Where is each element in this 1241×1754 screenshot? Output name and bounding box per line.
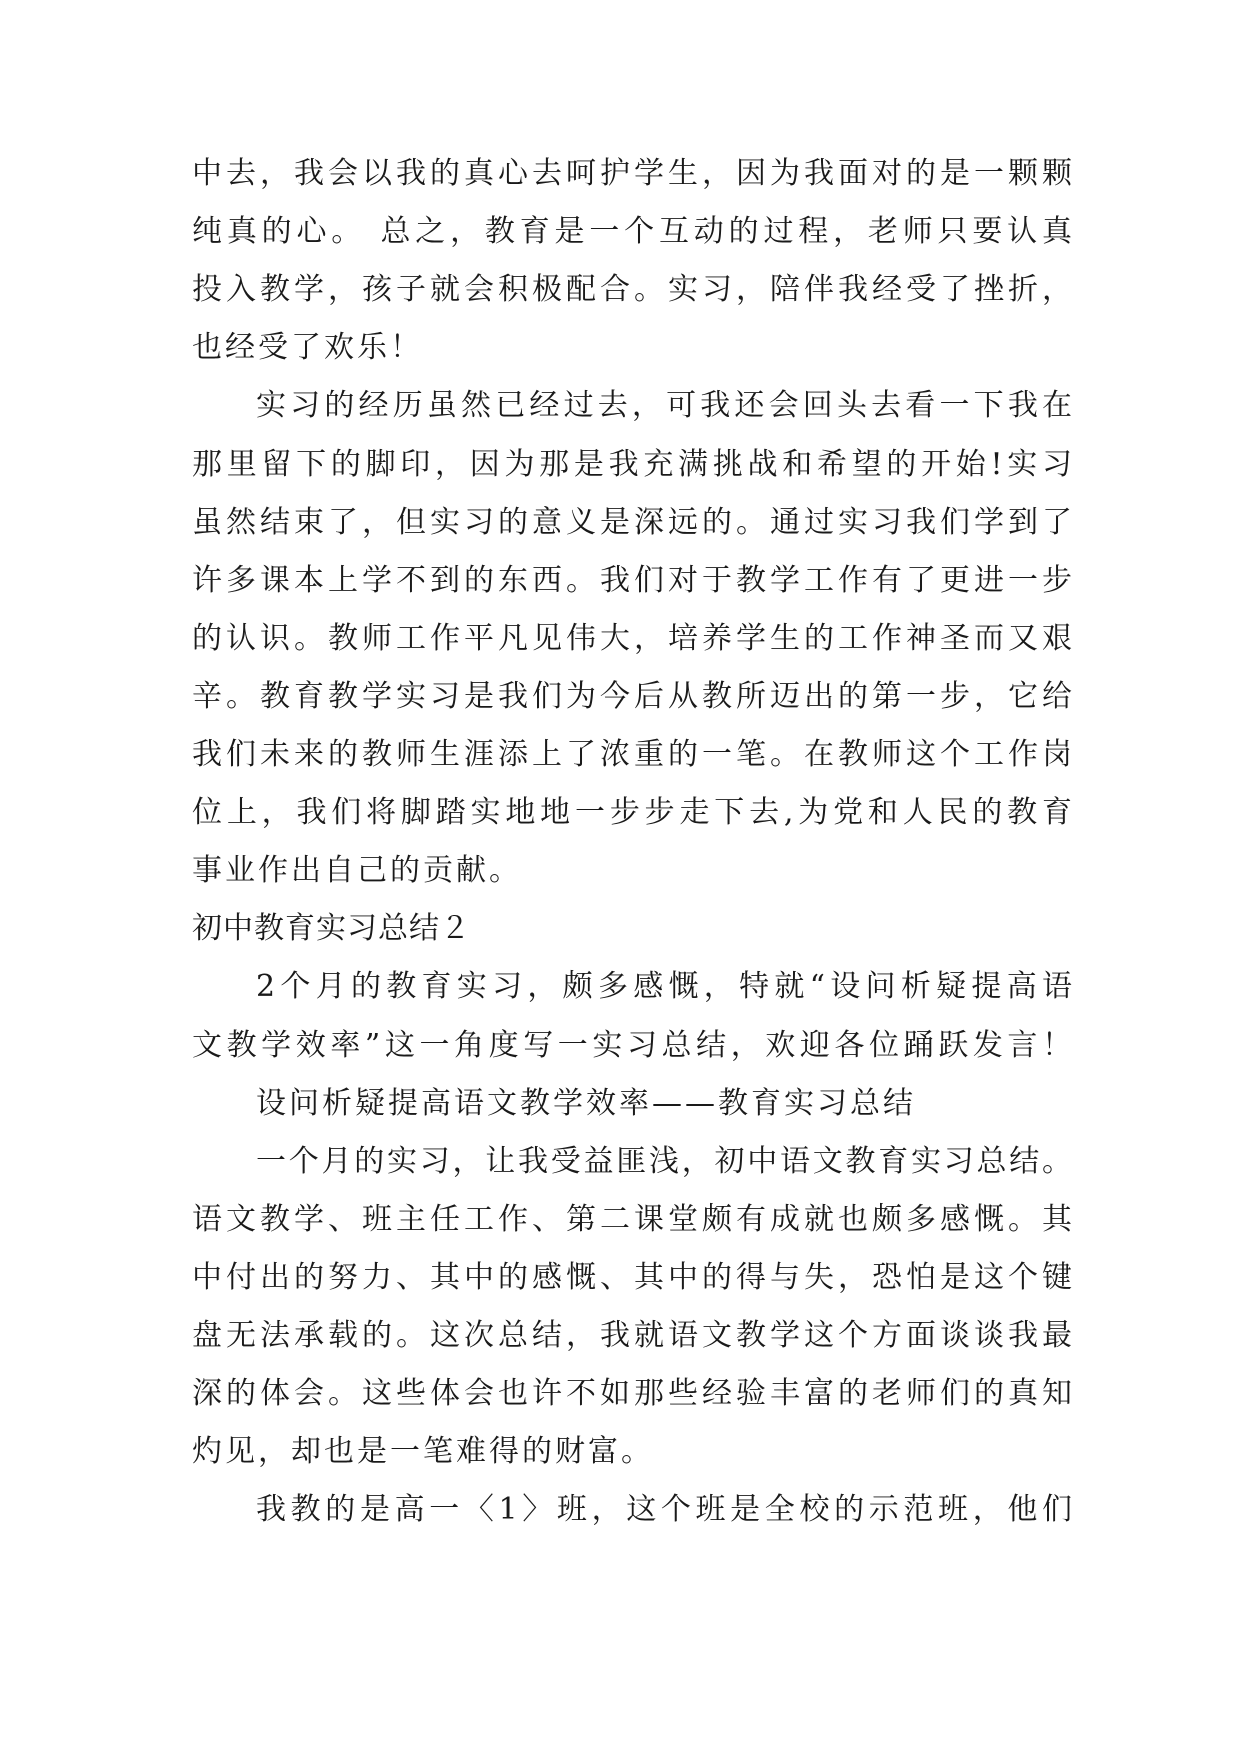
- text-line: 盘无法承载的。这次总结，我就语文教学这个方面谈谈我最: [192, 1318, 1072, 1353]
- text-line: 设问析疑提高语文教学效率——教育实习总结: [256, 1085, 916, 1121]
- text-line: 辛。教育教学实习是我们为今后从教所迈出的第一步，它给: [192, 678, 1072, 714]
- text-line: 事业作出自己的贡献。: [192, 853, 522, 889]
- text-line: 虽然结束了，但实习的意义是深远的。通过实习我们学到了: [192, 504, 1072, 540]
- text-line: 2个月的教育实习，颇多感慨，特就“设问析疑提高语: [256, 969, 1072, 1005]
- text-line: 中去，我会以我的真心去呵护学生，因为我面对的是一颗颗: [192, 156, 1072, 191]
- text-line: 文教学效率”这一角度写一实习总结，欢迎各位踊跃发言！: [192, 1027, 1072, 1063]
- section-heading: 初中教育实习总结２: [192, 911, 471, 947]
- text-line: 我教的是高一〈1〉班，这个班是全校的示范班，他们: [256, 1492, 1072, 1528]
- text-line: 投入教学，孩子就会积极配合。实习，陪伴我经受了挫折，: [192, 272, 1072, 308]
- text-line: 也经受了欢乐！: [192, 330, 423, 366]
- text-line: 深的体会。这些体会也许不如那些经验丰富的老师们的真知: [192, 1376, 1072, 1412]
- text-line: 一个月的实习，让我受益匪浅，初中语文教育实习总结。: [256, 1143, 1072, 1179]
- text-line: 许多课本上学不到的东西。我们对于教学工作有了更进一步: [192, 562, 1072, 598]
- text-line: 的认识。教师工作平凡见伟大，培养学生的工作神圣而又艰: [192, 620, 1072, 656]
- text-line: 灼见，却也是一笔难得的财富。: [192, 1434, 654, 1470]
- text-line: 纯真的心。 总之，教育是一个互动的过程，老师只要认真: [192, 214, 1072, 250]
- text-line: 语文教学、班主任工作、第二课堂颇有成就也颇多感慨。其: [192, 1201, 1072, 1237]
- text-line: 位上，我们将脚踏实地地一步步走下去,为党和人民的教育: [192, 795, 1072, 831]
- text-line: 那里留下的脚印，因为那是我充满挑战和希望的开始!实习: [192, 446, 1072, 482]
- text-line: 中付出的努力、其中的感慨、其中的得与失，恐怕是这个键: [192, 1259, 1072, 1295]
- text-line: 我们未来的教师生涯添上了浓重的一笔。在教师这个工作岗: [192, 737, 1072, 772]
- text-line: 实习的经历虽然已经过去，可我还会回头去看一下我在: [256, 388, 1072, 424]
